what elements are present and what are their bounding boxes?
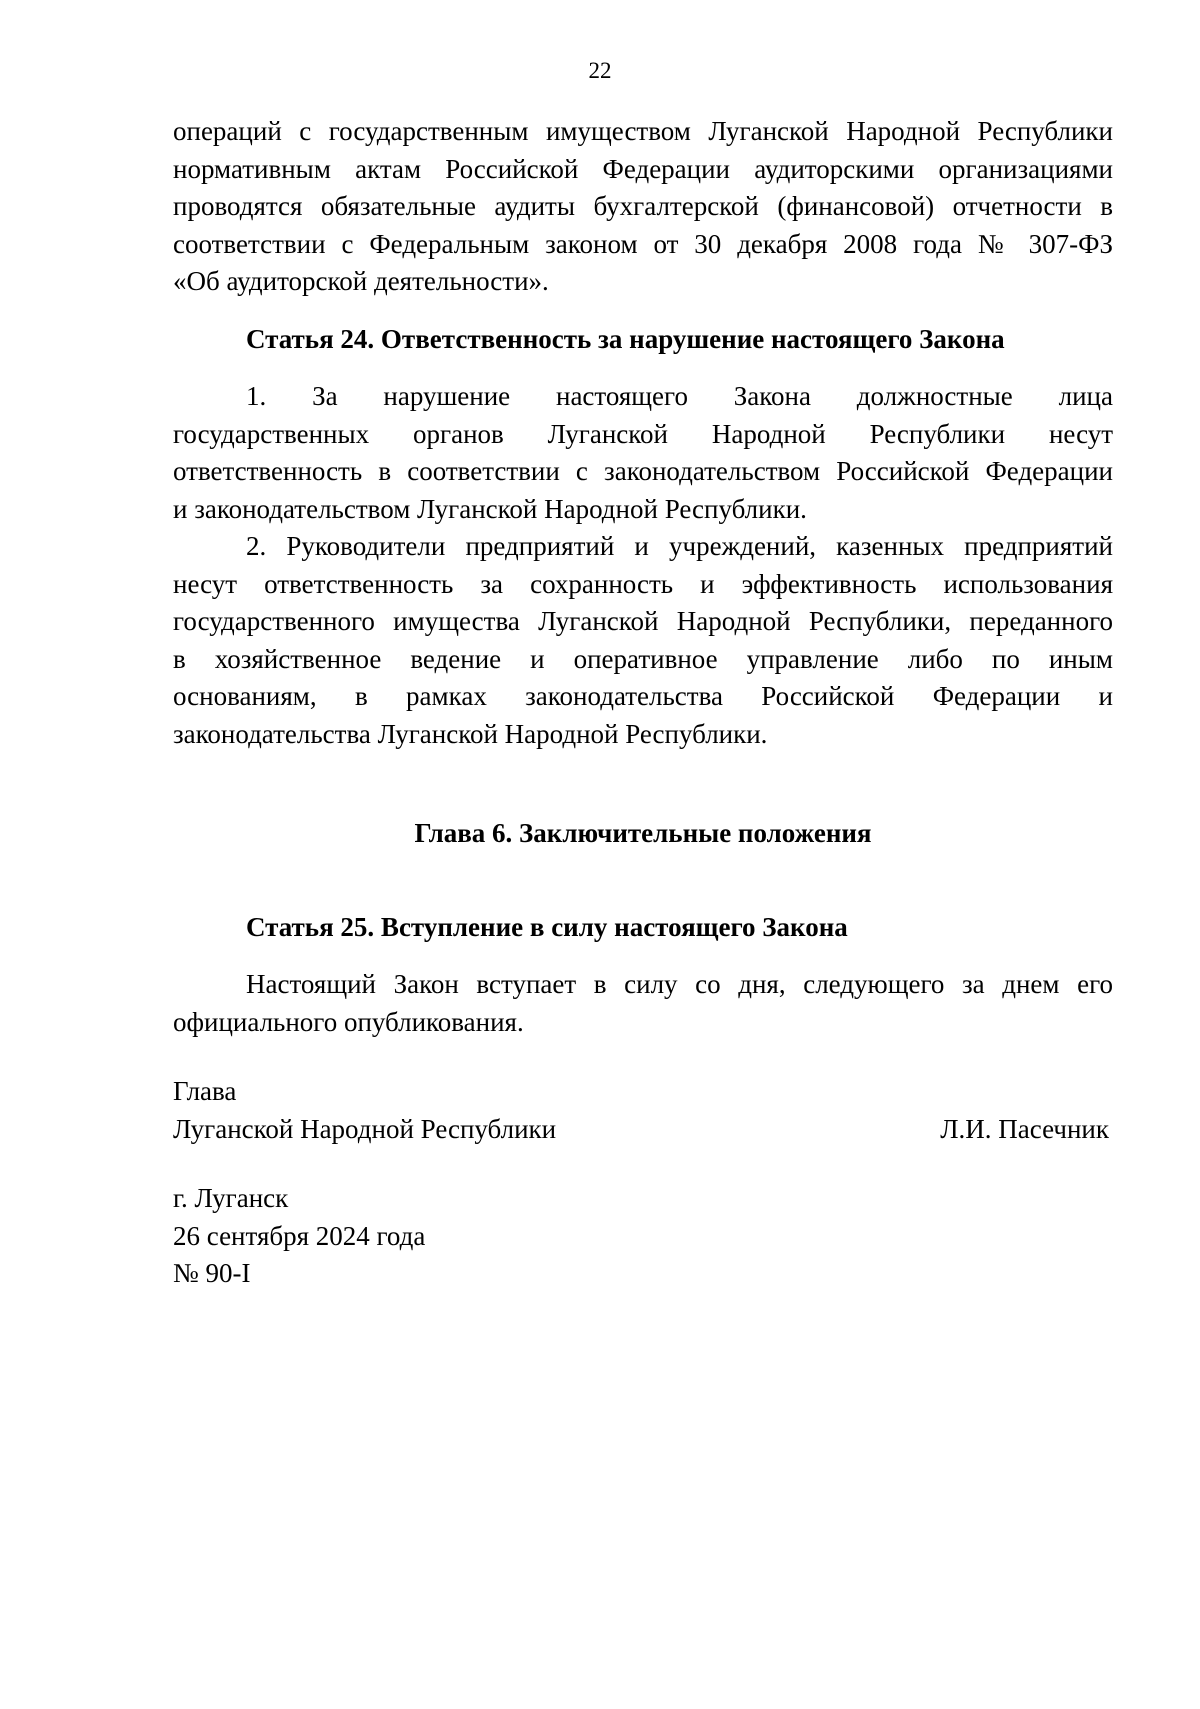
paragraph-line: 2. Руководители предприятий и учреждений, казенных предприятий <box>246 531 1113 561</box>
intro-paragraph <box>173 113 1113 301</box>
signature-row <box>173 1111 1109 1149</box>
paragraph-line: государственного имущества Луганской Народной Республики, переданного <box>173 606 1113 636</box>
intro-line: операций с государственным имуществом Луганской Народной Республики <box>173 116 1113 146</box>
paragraph-line: ответственность в соответствии с законодательством Российской Федерации <box>173 456 1113 486</box>
intro-line: проводятся обязательные аудиты бухгалтерской (финансовой) отчетности в <box>173 191 1113 221</box>
article-24-paragraph-1 <box>173 378 1113 528</box>
paragraph-line: государственных органов Луганской Народной Республики несут <box>173 418 1113 449</box>
place: г. Луганск <box>173 1183 289 1213</box>
article-24-paragraph-2 <box>173 528 1113 753</box>
date: 26 сентября 2024 года <box>173 1220 426 1251</box>
intro-line: нормативным актам Российской Федерации аудиторскими организациями <box>173 153 1113 184</box>
signature-block <box>173 1073 1113 1148</box>
signatory-name: Л.И. Пасечник <box>940 1113 1109 1144</box>
document-body <box>173 113 1113 1293</box>
paragraph-line: Настоящий Закон вступает в силу со дня, следующего за днем его <box>246 969 1113 999</box>
paragraph-line: 1. За нарушение настоящего Закона должностные лица <box>246 381 1113 411</box>
law-number: № 90-I <box>173 1258 251 1288</box>
intro-line: соответствии с Федеральным законом от 30 декабря 2008 года № 307-ФЗ <box>173 228 1113 259</box>
article-25-paragraph <box>173 966 1113 1041</box>
page-number: 22 <box>588 58 612 83</box>
chapter-6-heading: Глава 6. Заключительные положения <box>414 818 872 848</box>
paragraph-line: и законодательством Луганской Народной Республики. <box>173 493 807 524</box>
intro-line: «Об аудиторской деятельности». <box>173 266 549 296</box>
signature-title-line1: Глава <box>173 1076 237 1106</box>
article-24-heading: Статья 24. Ответственность за нарушение настоящего Закона <box>246 323 1005 354</box>
paragraph-line: основаниям, в рамках законодательства Российской Федерации и <box>173 681 1113 711</box>
document-footer <box>173 1180 1113 1293</box>
paragraph-line: официального опубликования. <box>173 1006 524 1037</box>
paragraph-line: в хозяйственное ведение и оперативное управление либо по иным <box>173 643 1113 674</box>
paragraph-line: законодательства Луганской Народной Республики. <box>173 718 768 749</box>
article-25-heading: Статья 25. Вступление в силу настоящего Закона <box>246 911 848 942</box>
signature-title-line2: Луганской Народной Республики <box>173 1113 557 1144</box>
paragraph-line: несут ответственность за сохранность и эффективность использования <box>173 568 1113 599</box>
